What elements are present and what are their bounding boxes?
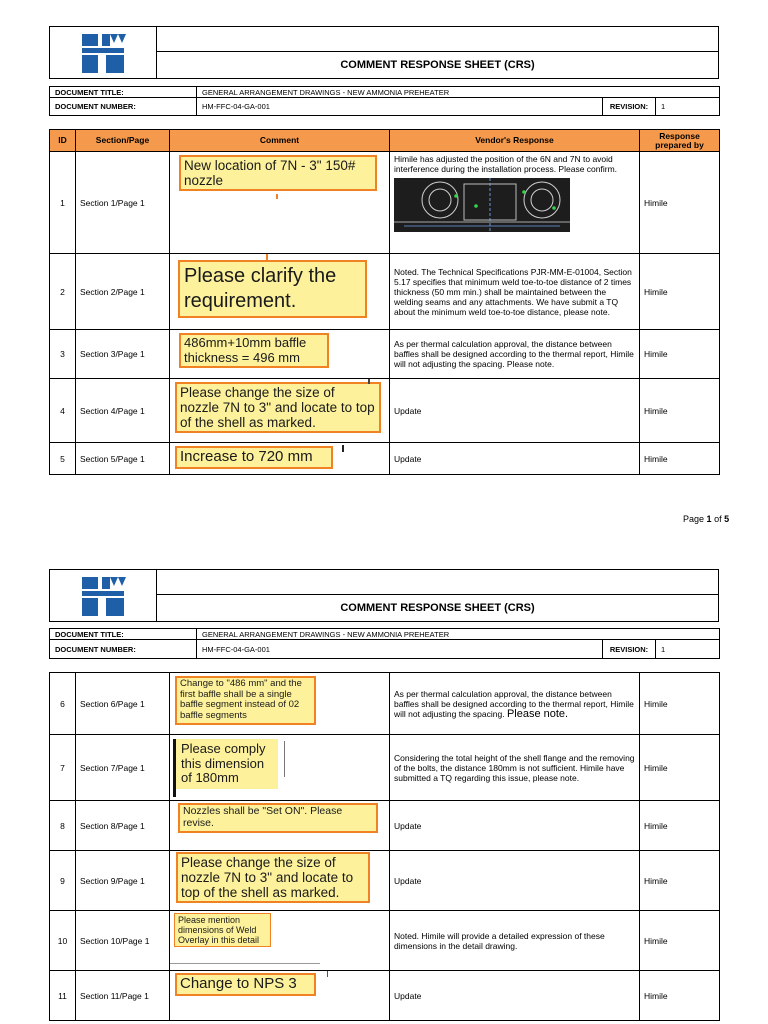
row-id: 6	[50, 673, 76, 735]
row-response: As per thermal calculation approval, the distance between baffles shall be designed according to the thermal report, Himile will not adjusting the spacing. Please note.	[390, 330, 640, 379]
table-row	[50, 735, 720, 801]
dimension-line	[170, 963, 320, 964]
row-section: Section 5/Page 1	[76, 443, 170, 475]
page-title: COMMENT RESPONSE SHEET (CRS)	[157, 595, 719, 622]
marker-line	[368, 379, 370, 384]
doc-number-value: HM-FFC-04-GA-001	[197, 640, 603, 659]
table-row	[50, 911, 720, 971]
row-prepared-by: Himile	[640, 735, 720, 801]
row-id: 5	[50, 443, 76, 475]
row-prepared-by: Himile	[640, 443, 720, 475]
row-id: 9	[50, 851, 76, 911]
row-comment-cell	[170, 735, 390, 801]
col-header-section: Section/Page	[76, 130, 170, 152]
row-section: Section 9/Page 1	[76, 851, 170, 911]
dimension-line	[284, 741, 285, 777]
row-response: Update	[390, 379, 640, 443]
comment-note: New location of 7N - 3" 150# nozzle	[179, 155, 377, 191]
doc-number-value: HM-FFC-04-GA-001	[197, 98, 603, 116]
footer-page-total: 5	[724, 514, 730, 524]
comment-table-page-1	[49, 129, 720, 475]
row-prepared-by: Himile	[640, 971, 720, 1021]
row-comment-cell	[170, 152, 390, 254]
table-row	[50, 379, 720, 443]
row-id: 11	[50, 971, 76, 1021]
page-title: COMMENT RESPONSE SHEET (CRS)	[157, 52, 719, 79]
company-logo	[80, 574, 156, 618]
row-prepared-by: Himile	[640, 330, 720, 379]
comment-note: Nozzles shall be "Set ON". Please revise.	[178, 803, 378, 833]
comment-table-page-2	[49, 672, 720, 1021]
header-table-page-1	[49, 26, 719, 79]
row-response: As per thermal calculation approval, the distance between baffles shall be designed according to the thermal report, Himile will not adjusting the spacing.	[394, 688, 634, 719]
company-logo	[80, 31, 156, 75]
header-blank-cell	[157, 27, 719, 52]
row-section: Section 8/Page 1	[76, 801, 170, 851]
comment-note: Please mention dimensions of Weld Overlay in this detail	[174, 913, 271, 947]
table-row	[50, 801, 720, 851]
marker-line	[276, 194, 278, 199]
row-id: 3	[50, 330, 76, 379]
row-comment-cell	[170, 254, 390, 330]
row-response: Update	[390, 851, 640, 911]
col-header-comment: Comment	[170, 130, 390, 152]
row-prepared-by: Himile	[640, 152, 720, 254]
revision-value: 1	[656, 640, 720, 659]
doc-info-table-page-1	[49, 86, 720, 116]
comment-note: Please change the size of nozzle 7N to 3" and locate to top of the shell as marked.	[176, 852, 370, 903]
row-prepared-by: Himile	[640, 254, 720, 330]
doc-number-label: DOCUMENT NUMBER:	[50, 98, 197, 116]
header-blank-cell	[157, 570, 719, 595]
row-prepared-by: Himile	[640, 673, 720, 735]
row-section: Section 7/Page 1	[76, 735, 170, 801]
row-response: Update	[390, 801, 640, 851]
doc-title-label: DOCUMENT TITLE:	[50, 629, 197, 640]
comment-note: Please comply this dimension of 180mm	[176, 739, 278, 789]
logo-cell	[50, 570, 157, 622]
comment-note: Change to NPS 3	[175, 973, 316, 996]
col-header-response: Vendor's Response	[390, 130, 640, 152]
footer-of: of	[714, 514, 722, 524]
footer-prefix: Page	[683, 514, 705, 524]
comment-note: Please clarify the requirement.	[178, 260, 367, 318]
row-comment-cell	[170, 801, 390, 851]
row-id: 10	[50, 911, 76, 971]
table-row	[50, 851, 720, 911]
row-section: Section 3/Page 1	[76, 330, 170, 379]
revision-label: REVISION:	[603, 98, 656, 116]
row-response: Update	[390, 971, 640, 1021]
row-response: Considering the total height of the shell flange and the removing of the bolts, the distance 180mm is not sufficient. Himile have submitted a TQ regarding this issue, please note.	[390, 735, 640, 801]
revision-label: REVISION:	[603, 640, 656, 659]
row-id: 2	[50, 254, 76, 330]
table-row	[50, 673, 720, 735]
doc-title-value: GENERAL ARRANGEMENT DRAWINGS - NEW AMMONIA PREHEATER	[197, 87, 720, 98]
row-prepared-by: Himile	[640, 851, 720, 911]
table-row	[50, 443, 720, 475]
row-prepared-by: Himile	[640, 911, 720, 971]
row-id: 7	[50, 735, 76, 801]
comment-note: Increase to 720 mm	[175, 446, 333, 469]
doc-title-value: GENERAL ARRANGEMENT DRAWINGS - NEW AMMONIA PREHEATER	[197, 629, 720, 640]
row-response-cell	[390, 152, 640, 254]
row-response: Noted. Himile will provide a detailed expression of these dimensions in the detail drawing.	[390, 911, 640, 971]
row-response: Update	[390, 443, 640, 475]
row-section: Section 1/Page 1	[76, 152, 170, 254]
row-response: Noted. The Technical Specifications PJR-MM-E-01004, Section 5.17 specifies that minimum weld toe-to-toe distance of 2 times thickness (50 mm min.) shall be maintained between the welding seams and any attachments. We have submit a TQ about the minimum weld toe-to-toe distance, please note.	[390, 254, 640, 330]
row-comment-cell	[170, 851, 390, 911]
table-row	[50, 971, 720, 1021]
revision-value: 1	[656, 98, 720, 116]
row-comment-cell	[170, 330, 390, 379]
row-prepared-by: Himile	[640, 801, 720, 851]
row-response: Himile has adjusted the position of the 6N and 7N to avoid interference during the installation process. Please confirm.	[394, 154, 618, 174]
col-header-id: ID	[50, 130, 76, 152]
row-section: Section 10/Page 1	[76, 911, 170, 971]
row-comment-cell	[170, 971, 390, 1021]
row-comment-cell	[170, 673, 390, 735]
doc-title-label: DOCUMENT TITLE:	[50, 87, 197, 98]
row-response-emphasis: Please note.	[506, 707, 569, 720]
marker-line	[327, 971, 328, 977]
footer-page-number: 1	[706, 514, 712, 524]
col-header-prepared-by: Response prepared by	[640, 130, 720, 152]
row-prepared-by: Himile	[640, 379, 720, 443]
row-section: Section 11/Page 1	[76, 971, 170, 1021]
row-id: 8	[50, 801, 76, 851]
row-id: 4	[50, 379, 76, 443]
row-comment-cell	[170, 379, 390, 443]
marker-line	[342, 445, 344, 452]
doc-info-table-page-2	[49, 628, 720, 659]
header-table-page-2	[49, 569, 719, 622]
row-response-cell	[390, 673, 640, 735]
row-section: Section 6/Page 1	[76, 673, 170, 735]
row-id: 1	[50, 152, 76, 254]
comment-note: 486mm+10mm baffle thickness = 496 mm	[179, 333, 329, 368]
row-section: Section 4/Page 1	[76, 379, 170, 443]
comment-note: Change to "486 mm" and the first baffle shall be a single baffle segment instead of 02 baffle segments	[175, 676, 316, 725]
logo-cell	[50, 27, 157, 79]
table-row	[50, 152, 720, 254]
table-row	[50, 254, 720, 330]
row-comment-cell	[170, 443, 390, 475]
row-section: Section 2/Page 1	[76, 254, 170, 330]
row-comment-cell	[170, 911, 390, 971]
page-footer	[683, 514, 729, 524]
comment-note: Please change the size of nozzle 7N to 3" and locate to top of the shell as marked.	[175, 382, 381, 433]
drawing-thumbnail	[394, 178, 570, 232]
table-row	[50, 330, 720, 379]
doc-number-label: DOCUMENT NUMBER:	[50, 640, 197, 659]
